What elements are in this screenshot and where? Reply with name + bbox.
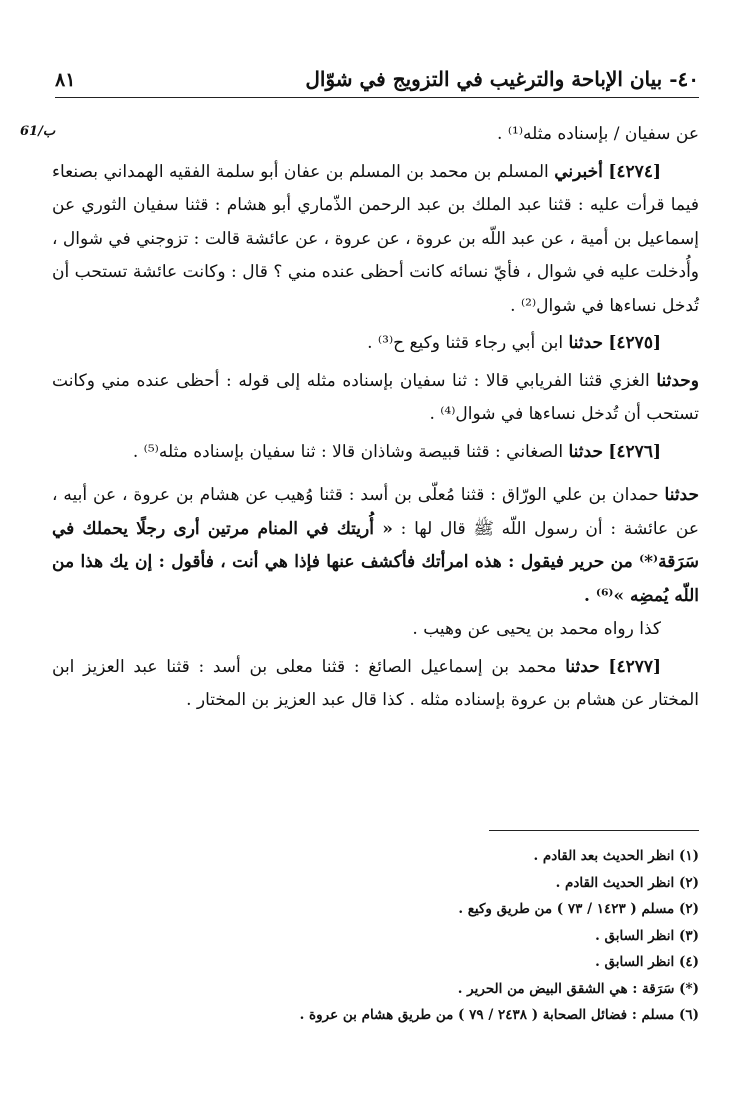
footnote: (٢) مسلم ( ١٤٢٣ / ٧٣ ) من طريق وكيع .: [458, 901, 699, 917]
hadith-number: [٤٢٧٤]: [608, 161, 661, 182]
footnotes: [40, 830, 699, 1029]
footnote: (٢) انظر الحديث القادم .: [555, 874, 699, 891]
footnote: (٤) انظر السابق .: [595, 954, 699, 970]
paragraph-continuation: [52, 118, 699, 152]
hadith-4274: [52, 156, 699, 324]
hadith-4275-second-chain: [52, 365, 699, 432]
paragraph-text: حمدان بن علي الورّاق : قثنا مُعلّى بن أسد : قثنا وُهيب عن هشام بن عروة ، عن أبيه ، عن عائشة : أن رسول اللّه ﷺ قال لها :: [52, 485, 699, 539]
footnote-divider: [489, 830, 699, 831]
paragraph-text: ابن أبي رجاء قثنا وكيع ح⁽³⁾ .: [367, 333, 564, 353]
paragraph-text: الصغاني : قثنا قبيصة وشاذان قالا : ثنا سفيان بإسناده مثله⁽⁵⁾ .: [132, 441, 564, 462]
narration-keyword: حدثنا: [568, 441, 603, 462]
paragraph-text: المسلم بن محمد بن المسلم بن عفان أبو سلمة الفقيه الهمداني بصنعاء فيما قرأت عليه : قثنا عبد الملك بن عبد الرحمن الذّماري أبو هشام : قثنا سفيان الثوري عن إسماعيل بن أمية ، عن عبد اللّه بن عروة ، عن عروة ، عن عائشة قالت : تزوجني في شوال ، وأُدخلت عليه في شوال ، فأيّ نسائه كانت أحظى عنده مني ؟ قال : وكانت عائشة تستحب أن تُدخل نساءها في شوال⁽²⁾ .: [52, 161, 700, 316]
hadith-4275: [52, 327, 699, 361]
running-title: ٤٠- بيان الإباحة والترغيب في التزويج في شوّال: [305, 67, 699, 91]
footnote: (٣) انظر السابق .: [595, 927, 699, 944]
hadith-4277: [52, 651, 699, 718]
main-text: [52, 118, 699, 718]
manuscript-folio-note: 61/ب: [20, 124, 56, 139]
narration-keyword: حدثنا: [664, 485, 699, 505]
narration-remark: [52, 613, 699, 647]
page-number: ٨١: [55, 69, 76, 91]
page-header: [55, 56, 699, 98]
hadith-number: [٤٢٧٥]: [608, 333, 661, 353]
narration-keyword: حدثنا: [565, 656, 600, 677]
hadith-4276-second-chain: [52, 479, 699, 613]
narration-keyword: وحدثنا: [656, 370, 699, 391]
hadith-4276: [52, 436, 699, 470]
paragraph-text: الغزي قثنا الفريابي قالا : ثنا سفيان بإسناده مثله إلى قوله : أحظى عنده مني وكانت تستحب أن تُدخل نساءها في شوال⁽⁴⁾ .: [52, 370, 699, 424]
footnote: (*) سَرَقة : هي الشقق البيض من الحرير .: [457, 980, 699, 997]
footnote: (٦) مسلم : فضائل الصحابة ( ٢٤٣٨ / ٧٩ ) من طريق هشام بن عروة .: [299, 1007, 699, 1023]
footnote: (١) انظر الحديث بعد القادم .: [533, 848, 699, 864]
hadith-number: [٤٢٧٦]: [608, 441, 661, 462]
prophetic-saying: « أُريتك في المنام مرتين أرى رجلًا يحملك في سَرَقة⁽*⁾ من حرير فيقول : هذه امرأتك فأكشف عنها فإذا هي أنت ، فأقول : إن يك هذا من اللّه يُمضِه »⁽⁶⁾ .: [52, 518, 699, 606]
narration-keyword: أخبرني: [554, 161, 603, 182]
hadith-number: [٤٢٧٧]: [608, 656, 662, 677]
narration-keyword: حدثنا: [568, 333, 603, 353]
paragraph-text: عن سفيان / بإسناده مثله⁽¹⁾ .: [497, 124, 699, 144]
paragraph-text: كذا رواه محمد بن يحيى عن وهيب .: [412, 619, 661, 639]
paragraph-text: محمد بن إسماعيل الصائغ : قثنا معلى بن أسد : قثنا عبد العزيز ابن المختار عن هشام بن عروة بإسناده مثله . كذا قال عبد العزيز بن المختار .: [52, 656, 699, 710]
